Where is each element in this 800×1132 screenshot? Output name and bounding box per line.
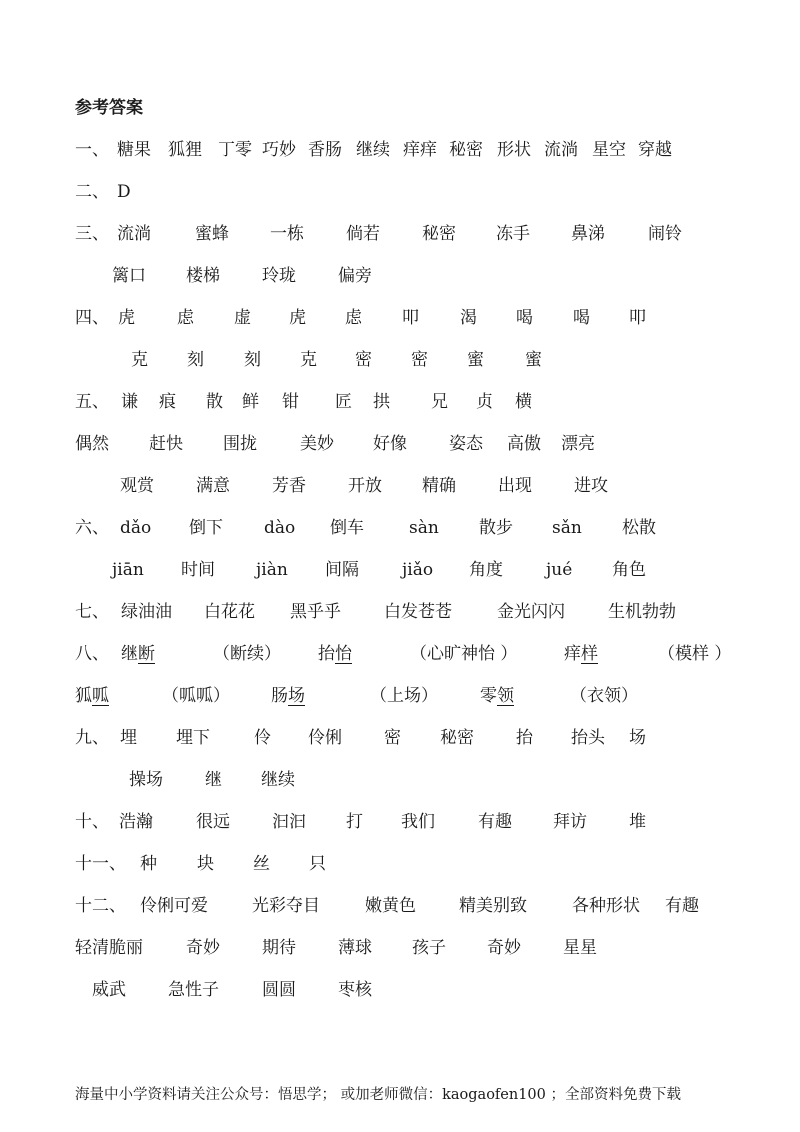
answer-word: 拱 bbox=[373, 392, 390, 412]
answer-word: 零 bbox=[480, 686, 497, 706]
answer-word: 鲜 bbox=[242, 392, 259, 412]
answer-word: 领 bbox=[497, 686, 514, 706]
answer-word: 蜜蜂 bbox=[195, 224, 229, 244]
answer-word: 虎 bbox=[289, 308, 306, 328]
answer-word: 冻手 bbox=[496, 224, 530, 244]
answer-word: 痒 bbox=[564, 644, 581, 664]
answer-word: 场 bbox=[629, 728, 646, 748]
answer-word: 堆 bbox=[629, 812, 646, 832]
answer-word: jué bbox=[546, 560, 573, 580]
answer-word: 孩子 bbox=[412, 938, 446, 958]
answer-word: 九、 bbox=[75, 728, 109, 748]
answer-line bbox=[0, 389, 800, 415]
answer-word: 散 bbox=[206, 392, 223, 412]
answer-word: 刻 bbox=[244, 350, 261, 370]
answer-word: 时间 bbox=[181, 560, 215, 580]
answer-word: 高傲 bbox=[507, 434, 541, 454]
answer-word: 薄球 bbox=[338, 938, 372, 958]
answer-word: dào bbox=[264, 518, 296, 538]
answer-word: 金光闪闪 bbox=[497, 602, 565, 622]
answer-word: 继 bbox=[121, 644, 138, 664]
answer-word: 克 bbox=[131, 350, 148, 370]
answer-word: 继续 bbox=[356, 140, 390, 160]
answer-word: 怡 bbox=[335, 644, 352, 664]
answer-line bbox=[0, 473, 800, 499]
answer-word: 匠 bbox=[335, 392, 352, 412]
answer-word: 倒车 bbox=[330, 518, 364, 538]
answer-word: 钳 bbox=[282, 392, 299, 412]
answer-word: 玲珑 bbox=[262, 266, 296, 286]
answer-word: 抬 bbox=[516, 728, 533, 748]
answer-line bbox=[0, 851, 800, 877]
answer-word: 贞 bbox=[476, 392, 493, 412]
answer-word: 十一、 bbox=[75, 854, 126, 874]
answer-word: 流淌 bbox=[544, 140, 578, 160]
answer-word: dǎo bbox=[120, 518, 152, 538]
answer-word: 绿油油 bbox=[121, 602, 172, 622]
answer-word: 叩 bbox=[629, 308, 646, 328]
answer-word: 埋下 bbox=[176, 728, 210, 748]
answer-word: 密 bbox=[384, 728, 401, 748]
answer-line bbox=[0, 305, 800, 331]
answer-line bbox=[0, 893, 800, 919]
answer-word: 八、 bbox=[75, 644, 109, 664]
answer-word: 枣核 bbox=[338, 980, 372, 1000]
answer-line bbox=[0, 725, 800, 751]
answer-word: 虚 bbox=[234, 308, 251, 328]
answer-word: （上场） bbox=[370, 686, 438, 706]
answer-word: 种 bbox=[140, 854, 157, 874]
answer-word: 痕 bbox=[159, 392, 176, 412]
answer-word: 继 bbox=[205, 770, 222, 790]
answer-line bbox=[0, 641, 800, 667]
answer-word: 横 bbox=[515, 392, 532, 412]
answer-word: 很远 bbox=[196, 812, 230, 832]
answer-word: 形状 bbox=[497, 140, 531, 160]
answer-word: 角色 bbox=[612, 560, 646, 580]
answer-word: 场 bbox=[288, 686, 305, 706]
answer-word: sǎn bbox=[552, 518, 582, 538]
answer-word: 秘密 bbox=[440, 728, 474, 748]
answer-line bbox=[0, 431, 800, 457]
answer-word: 香肠 bbox=[308, 140, 342, 160]
answer-line bbox=[0, 221, 800, 247]
footer-note: 海量中小学资料请关注公众号：悟思学； 或加老师微信：kaogaofen100 ；全部资料免费下载 bbox=[75, 1087, 681, 1103]
answer-word: 松散 bbox=[622, 518, 656, 538]
answer-word: jiàn bbox=[256, 560, 288, 580]
answer-word: 一、 bbox=[75, 140, 109, 160]
answer-word: 各种形状 bbox=[572, 896, 640, 916]
answer-word: 漂亮 bbox=[561, 434, 595, 454]
answer-word: 一栋 bbox=[270, 224, 304, 244]
answer-word: 糖果 bbox=[117, 140, 151, 160]
answer-word: 白发苍苍 bbox=[384, 602, 452, 622]
answer-word: 闹铃 bbox=[648, 224, 682, 244]
answer-word: 白花花 bbox=[204, 602, 255, 622]
answer-word: 样 bbox=[581, 644, 598, 664]
answer-word: 埋 bbox=[120, 728, 137, 748]
answer-word: 叩 bbox=[402, 308, 419, 328]
answer-word: 拜访 bbox=[553, 812, 587, 832]
answer-word: 浩瀚 bbox=[119, 812, 153, 832]
answer-line bbox=[0, 683, 800, 709]
answer-word: 穿越 bbox=[638, 140, 672, 160]
answer-word: 三、 bbox=[75, 224, 109, 244]
answer-word: sàn bbox=[409, 518, 439, 538]
answer-word: 丁零 bbox=[218, 140, 252, 160]
answer-word: 十、 bbox=[75, 812, 109, 832]
answer-word: 二、 bbox=[75, 182, 109, 202]
answer-word: 虎 bbox=[118, 308, 135, 328]
answer-word: 汩汩 bbox=[272, 812, 306, 832]
answer-word: 奇妙 bbox=[487, 938, 521, 958]
answer-word: 倒下 bbox=[189, 518, 223, 538]
answer-word: 偏旁 bbox=[338, 266, 372, 286]
answer-word: 倘若 bbox=[346, 224, 380, 244]
answer-word: 美妙 bbox=[300, 434, 334, 454]
answer-word: 期待 bbox=[262, 938, 296, 958]
answer-word: 伶俐 bbox=[308, 728, 342, 748]
answer-word: D bbox=[117, 182, 131, 202]
answer-word: 奇妙 bbox=[186, 938, 220, 958]
answer-word: 进攻 bbox=[574, 476, 608, 496]
answer-word: 刻 bbox=[187, 350, 204, 370]
answer-line bbox=[0, 599, 800, 625]
answer-word: 伶 bbox=[254, 728, 271, 748]
answer-word: 丝 bbox=[253, 854, 270, 874]
answer-word: 好像 bbox=[373, 434, 407, 454]
answer-word: jiān bbox=[112, 560, 144, 580]
answer-word: 赶快 bbox=[149, 434, 183, 454]
answer-word: 兄 bbox=[431, 392, 448, 412]
answer-word: 呱 bbox=[92, 686, 109, 706]
answer-line bbox=[0, 515, 800, 541]
answer-word: 五、 bbox=[75, 392, 109, 412]
answer-word: 密 bbox=[355, 350, 372, 370]
answer-line bbox=[0, 179, 800, 205]
answer-word: 散步 bbox=[479, 518, 513, 538]
answer-word: 急性子 bbox=[168, 980, 219, 1000]
page-title: 参考答案 bbox=[75, 98, 143, 118]
answer-word: 操场 bbox=[129, 770, 163, 790]
answer-word: 肠 bbox=[271, 686, 288, 706]
answer-word: 四、 bbox=[75, 308, 109, 328]
answer-line bbox=[0, 263, 800, 289]
answer-word: 开放 bbox=[348, 476, 382, 496]
answer-line bbox=[0, 977, 800, 1003]
answer-word: 偶然 bbox=[75, 434, 109, 454]
answer-word: 观赏 bbox=[120, 476, 154, 496]
answer-word: 光彩夺目 bbox=[252, 896, 320, 916]
answer-line bbox=[0, 767, 800, 793]
answer-word: 伶俐可爱 bbox=[140, 896, 208, 916]
answer-word: 生机勃勃 bbox=[608, 602, 676, 622]
answer-word: 七、 bbox=[75, 602, 109, 622]
answer-word: 威武 bbox=[92, 980, 126, 1000]
answer-word: （模样 ） bbox=[658, 644, 732, 664]
answer-word: 断 bbox=[138, 644, 155, 664]
answer-word: 流淌 bbox=[117, 224, 151, 244]
answer-word: 篱口 bbox=[112, 266, 146, 286]
answer-word: 姿态 bbox=[449, 434, 483, 454]
answer-word: 黑乎乎 bbox=[290, 602, 341, 622]
answer-word: 我们 bbox=[401, 812, 435, 832]
answer-word: 有趣 bbox=[478, 812, 512, 832]
answer-word: 六、 bbox=[75, 518, 109, 538]
answer-word: 嫩黄色 bbox=[365, 896, 416, 916]
answer-word: 巧妙 bbox=[262, 140, 296, 160]
answer-word: 克 bbox=[300, 350, 317, 370]
answer-word: 狐 bbox=[75, 686, 92, 706]
answer-word: 蜜 bbox=[467, 350, 484, 370]
answer-word: 秘密 bbox=[449, 140, 483, 160]
answer-word: 星空 bbox=[592, 140, 626, 160]
answer-word: 楼梯 bbox=[186, 266, 220, 286]
answer-word: 块 bbox=[197, 854, 214, 874]
answer-word: 密 bbox=[411, 350, 428, 370]
answer-word: 喝 bbox=[516, 308, 533, 328]
answer-line bbox=[0, 809, 800, 835]
answer-word: 蜜 bbox=[525, 350, 542, 370]
answer-word: （衣领） bbox=[570, 686, 638, 706]
answer-word: 抬头 bbox=[571, 728, 605, 748]
answer-word: 十二、 bbox=[75, 896, 126, 916]
answer-word: 精确 bbox=[422, 476, 456, 496]
answer-word: 痒痒 bbox=[403, 140, 437, 160]
answer-word: 芳香 bbox=[272, 476, 306, 496]
answer-word: 鼻涕 bbox=[571, 224, 605, 244]
answer-word: 继续 bbox=[261, 770, 295, 790]
answer-word: 谦 bbox=[121, 392, 138, 412]
answer-word: 精美别致 bbox=[459, 896, 527, 916]
answer-line bbox=[0, 347, 800, 373]
answer-word: 只 bbox=[309, 854, 326, 874]
answer-word: 虑 bbox=[345, 308, 362, 328]
answer-word: 虑 bbox=[177, 308, 194, 328]
answer-word: 秘密 bbox=[422, 224, 456, 244]
answer-word: 间隔 bbox=[325, 560, 359, 580]
answer-word: 抬 bbox=[318, 644, 335, 664]
answer-word: （断续） bbox=[213, 644, 281, 664]
answer-line bbox=[0, 935, 800, 961]
answer-word: （心旷神怡 ） bbox=[410, 644, 518, 664]
answer-word: 星星 bbox=[563, 938, 597, 958]
answer-word: 满意 bbox=[196, 476, 230, 496]
answer-word: 渴 bbox=[460, 308, 477, 328]
answer-word: 有趣 bbox=[665, 896, 699, 916]
answer-word: 围拢 bbox=[223, 434, 257, 454]
answer-word: 狐狸 bbox=[168, 140, 202, 160]
answer-line bbox=[0, 137, 800, 163]
answer-word: 喝 bbox=[573, 308, 590, 328]
answer-word: jiǎo bbox=[402, 560, 434, 580]
answer-word: 打 bbox=[346, 812, 363, 832]
answer-word: 出现 bbox=[498, 476, 532, 496]
answer-word: 圆圆 bbox=[262, 980, 296, 1000]
answer-word: （呱呱） bbox=[162, 686, 230, 706]
answer-line bbox=[0, 557, 800, 583]
answer-word: 轻清脆丽 bbox=[75, 938, 143, 958]
answer-word: 角度 bbox=[469, 560, 503, 580]
